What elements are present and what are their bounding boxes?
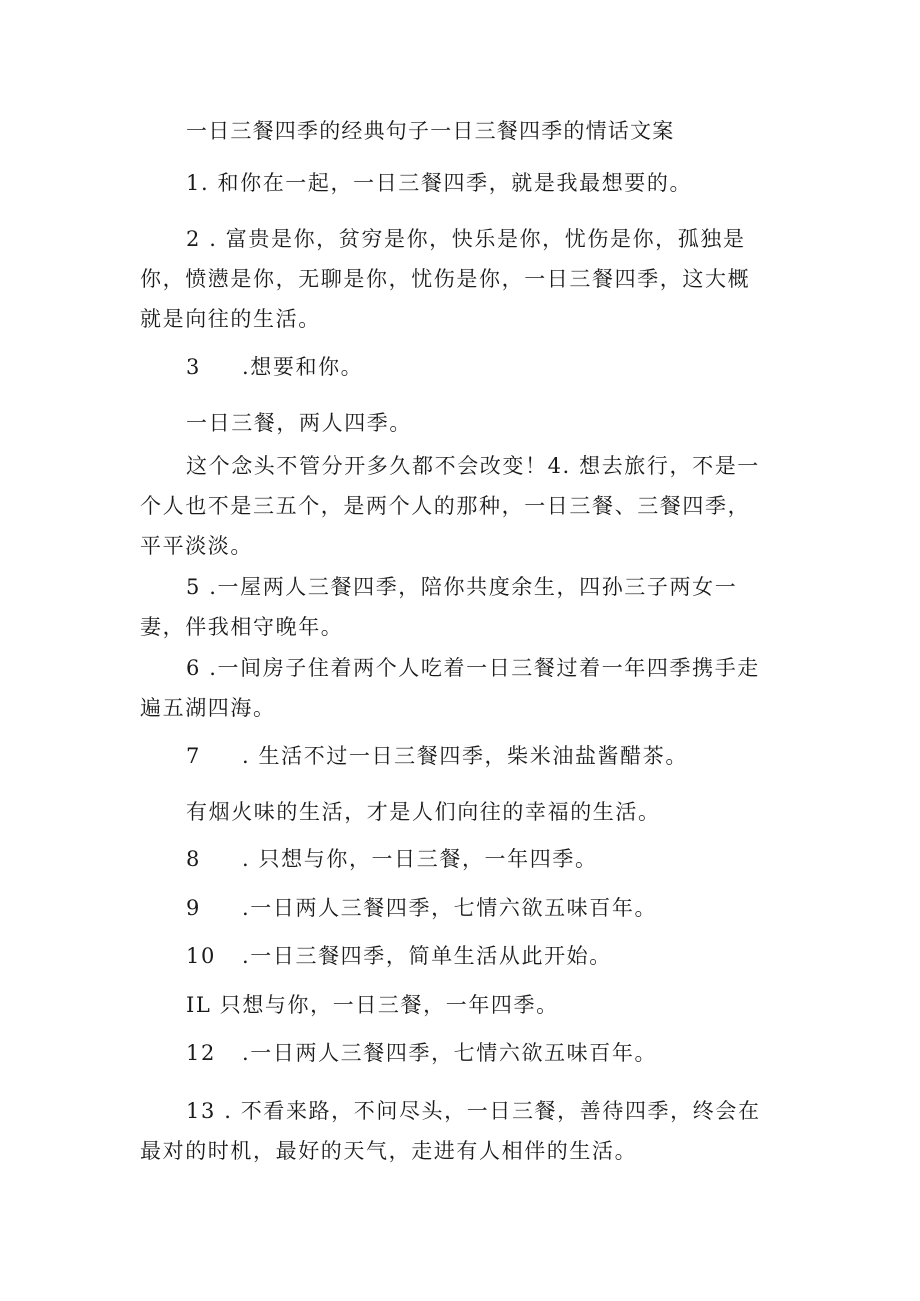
item-text: .想要和你。 xyxy=(242,355,364,379)
item-number: 8 xyxy=(186,847,201,871)
item-text: .一日三餐四季，简单生活从此开始。 xyxy=(242,944,612,968)
paragraph-line: 1. 和你在一起，一日三餐四季，就是我最想要的。 xyxy=(186,171,693,195)
paragraph-line: 5 .一屋两人三餐四季，陪你共度余生，四孙三子两女一 xyxy=(186,575,738,599)
numbered-item xyxy=(186,350,363,384)
item-number: 10 xyxy=(186,944,216,968)
paragraph-line: 有烟火味的生活，才是人们向往的幸福的生活。 xyxy=(186,800,661,824)
numbered-item xyxy=(186,939,612,973)
item-number: 7 xyxy=(186,744,201,768)
paragraph-line: 13 . 不看来路，不问尽头，一日三餐，善待四季，终会在 xyxy=(186,1099,761,1123)
page-title: 一日三餐四季的经典句子一日三餐四季的情话文案 xyxy=(186,119,675,143)
paragraph-line: 你，愤懑是你，无聊是你，忧伤是你，一日三餐四季，这大概 xyxy=(140,267,751,291)
item-text: . 生活不过一日三餐四季，柴米油盐酱醋茶。 xyxy=(242,744,688,768)
paragraph-line: 妻，伴我相守晚年。 xyxy=(140,615,344,639)
paragraph-line: 2 . 富贵是你，贫穷是你，快乐是你，忧伤是你，孤独是 xyxy=(186,227,746,251)
item-number: 12 xyxy=(186,1041,216,1065)
item-text: .一日两人三餐四季，七情六欲五味百年。 xyxy=(242,1041,658,1065)
paragraph-line: 最对的时机，最好的天气，走进有人相伴的生活。 xyxy=(140,1139,638,1163)
paragraph-line: 这个念头不管分开多久都不会改变！4. 想去旅行，不是一 xyxy=(186,454,760,478)
numbered-item xyxy=(186,842,598,876)
paragraph-line: 6 .一间房子住着两个人吃着一日三餐过着一年四季携手走 xyxy=(186,656,760,680)
paragraph-line: 就是向往的生活。 xyxy=(140,307,321,331)
item-text: .一日两人三餐四季，七情六欲五味百年。 xyxy=(242,896,658,920)
numbered-item xyxy=(186,891,657,925)
numbered-item xyxy=(186,1036,657,1070)
numbered-item xyxy=(186,739,688,773)
paragraph-line: 遍五湖四海。 xyxy=(140,696,276,720)
paragraph-line: 个人也不是三五个，是两个人的那种，一日三餐、三餐四季， xyxy=(140,494,751,518)
paragraph-line: 平平淡淡。 xyxy=(140,534,253,558)
item-number: 3 xyxy=(186,355,201,379)
item-text: . 只想与你，一日三餐，一年四季。 xyxy=(242,847,598,871)
item-number: 9 xyxy=(186,896,201,920)
paragraph-line: 一日三餐，两人四季。 xyxy=(186,411,412,435)
paragraph-line: IL 只想与你，一日三餐，一年四季。 xyxy=(186,993,559,1017)
